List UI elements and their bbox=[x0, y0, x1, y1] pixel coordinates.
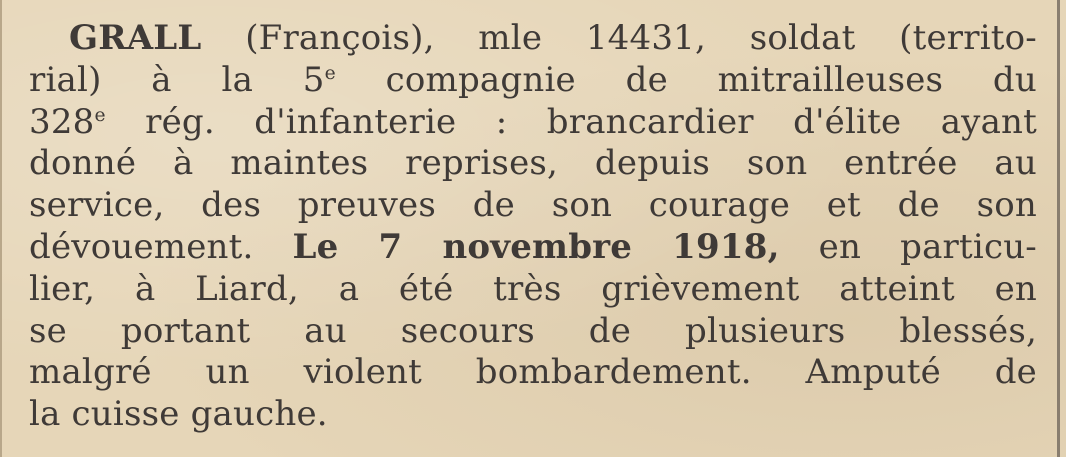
ordinal-superscript: e bbox=[94, 104, 106, 126]
citation-line-3-before: 328 bbox=[29, 101, 95, 142]
citation-line-7: lier, à Liard, a été très grièvement atteint en bbox=[29, 268, 1037, 309]
citation-line-8: se portant au secours de plusieurs blessés, bbox=[29, 310, 1037, 351]
column-rule bbox=[1057, 0, 1060, 457]
citation-date: Le 7 novembre 1918, bbox=[292, 226, 780, 267]
citation-line-1-text: (François), mle 14431, soldat (territo- bbox=[201, 18, 1037, 58]
soldier-name: GRALL bbox=[69, 18, 202, 58]
citation-line-3-after: rég. d'infanterie : brancardier d'élite ayant bbox=[105, 101, 1037, 142]
citation-line-2-before: rial) à la 5 bbox=[29, 59, 325, 100]
citation-line-5: service, des preuves de son courage et de son bbox=[29, 185, 1037, 226]
citation-line-6 bbox=[29, 227, 1037, 269]
citation-line-1 bbox=[29, 18, 1037, 60]
citation-line-3 bbox=[29, 102, 1037, 144]
citation-line-6-after: en particu- bbox=[779, 226, 1037, 267]
citation-line-2-after: compagnie de mitrailleuses du bbox=[335, 59, 1037, 100]
citation-line-10: la cuisse gauche. bbox=[29, 394, 328, 435]
ordinal-superscript: e bbox=[324, 62, 336, 84]
citation-line-2 bbox=[29, 60, 1037, 102]
citation-line-9: malgré un violent bombardement. Amputé de bbox=[29, 352, 1037, 393]
citation-line-6-before: dévouement. bbox=[29, 226, 293, 267]
citation-paragraph bbox=[29, 18, 1037, 436]
citation-line-4: donné à maintes reprises, depuis son entrée au bbox=[29, 143, 1037, 184]
